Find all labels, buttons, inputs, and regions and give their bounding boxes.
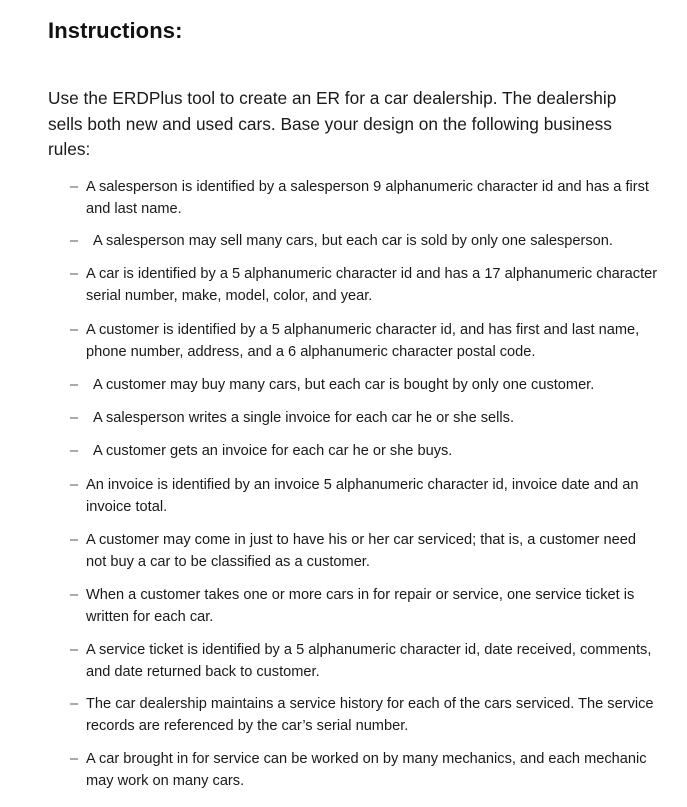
rule-text: The car dealership maintains a service history for each of the cars serviced. The service records are referenced by the car’s serial number. [86,696,654,734]
bullet-dash: – [70,322,79,338]
rule-item [70,320,660,363]
intro-paragraph: Use the ERDPlus tool to create an ER for a car dealership. The dealership sells both new and used cars. Base your design on the following business rules: [48,88,617,159]
rule-item [70,408,660,430]
rule-text: A customer is identified by a 5 alphanumeric character id, and has first and last name, phone number, address, and a 6 alphanumeric character postal code. [86,322,640,360]
bullet-dash: – [70,477,79,493]
bullet-dash: – [70,410,79,426]
rule-text: A customer may buy many cars, but each car is bought by only one customer. [93,377,595,393]
rule-text: A salesperson may sell many cars, but each car is sold by only one salesperson. [93,233,613,249]
bullet-dash: – [70,443,79,459]
rule-text: A car brought in for service can be worked on by many mechanics, and each mechanic may work on many cars. [86,751,647,789]
bullet-dash: – [70,696,79,712]
rule-item [70,585,660,628]
bullet-dash: – [70,751,79,767]
bullet-dash: – [70,179,79,195]
bullet-dash: – [70,642,79,658]
rule-text: A salesperson writes a single invoice for each car he or she sells. [93,410,514,426]
rule-text: A car is identified by a 5 alphanumeric character id and has a 17 alphanumeric character serial number, make, model, color, and year. [86,266,658,304]
rule-text: An invoice is identified by an invoice 5 alphanumeric character id, invoice date and an invoice total. [86,477,639,515]
rule-text: A customer may come in just to have his or her car serviced; that is, a customer need not buy a car to be classified as a customer. [86,532,636,570]
rule-item [70,640,660,683]
bullet-dash: – [70,377,79,393]
bullet-dash: – [70,587,79,603]
bullet-dash: – [70,266,79,282]
rule-item [70,530,660,573]
rule-item [70,441,660,463]
rule-text: A service ticket is identified by a 5 alphanumeric character id, date received, comments, and date returned back to customer. [86,642,652,680]
rule-item [70,264,660,307]
rule-text: When a customer takes one or more cars in for repair or service, one service ticket is written for each car. [86,587,635,625]
rule-item [70,231,660,253]
rule-text: A customer gets an invoice for each car he or she buys. [93,443,453,459]
rule-item [70,475,660,518]
rule-item [70,375,660,397]
instructions-heading: Instructions: [48,18,183,43]
rule-text: A salesperson is identified by a salesperson 9 alphanumeric character id and has a first and last name. [86,179,649,217]
rule-item [70,694,660,737]
rule-item [70,749,660,792]
bullet-dash: – [70,532,79,548]
bullet-dash: – [70,233,79,249]
rule-item [70,177,660,220]
